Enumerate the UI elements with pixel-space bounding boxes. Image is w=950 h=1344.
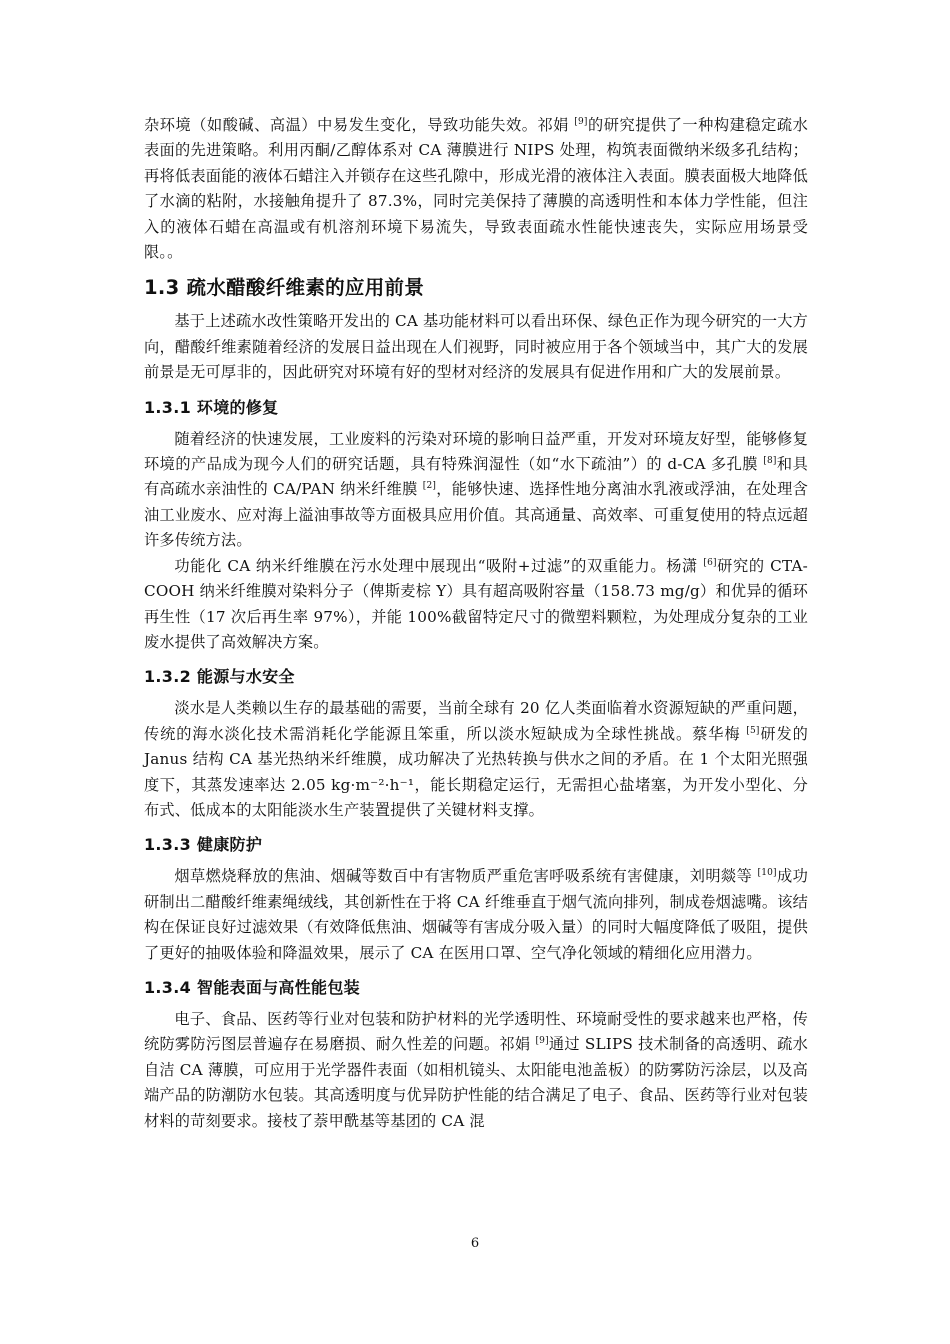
subsection-heading-1-3-3: 1.3.3 健康防护 (144, 835, 263, 855)
citation-ref[interactable]: [8] (763, 456, 777, 466)
paragraph-continued: 杂环境（如酸碱、高温）中易发生变化，导致功能失效。祁娟 [9]的研究提供了一种构建稳定疏水表面的先进策略。利用丙酮/乙醇体系对 CA 薄膜进行 NIPS 处理，构筑表面微纳米级多孔结构；再将低表面能的液体石蜡注入并锁存在这些孔隙中，形成光滑的液体注入表面。膜表面极大地降低了水滴的粘附，水接触角提升了 87.3%，同时完美保持了薄膜的高透明性和本体力学性能，但注入的液体石蜡在高温或有机溶剂环境下易流失，导致表面疏水性能快速丧失，实际应用场景受限。。 (144, 116, 808, 262)
paragraph-smart-packaging: 电子、食品、医药等行业对包装和防护材料的光学透明性、环境耐受性的要求越来也严格，传统防雾防污图层普遍存在易磨损、耐久性差的问题。祁娟 [9]通过 SLIPS 技术制备的高透明、疏水自洁 CA 薄膜，可应用于光学器件表面（如相机镜头、太阳能电池盖板）的防雾防污涂层，以及高端产品的防潮防水包装。其高透明度与优异防护性能的结合满足了电子、食品、医药等行业对包装材料的苛刻要求。接枝了萘甲酰基等基团的 CA 混 (144, 1009, 808, 1130)
section-intro-paragraph: 基于上述疏水改性策略开发出的 CA 基功能材料可以看出环保、绿色正作为现今研究的一大方向，醋酸纤维素随着经济的发展日益出现在人们视野，同时被应用于各个领域当中，其广大的发展前景是无可厚非的，因此研究对环境有好的型材对经济的发展具有促进作用和广大的发展前景。 (144, 312, 808, 382)
subsection-heading-1-3-1: 1.3.1 环境的修复 (144, 397, 279, 417)
citation-ref[interactable]: [9] (574, 116, 588, 127)
citation-ref[interactable]: [9] (535, 1036, 549, 1047)
subsection-heading-1-3-4: 1.3.4 智能表面与高性能包装 (144, 977, 360, 997)
page-number: 6 (470, 1236, 480, 1251)
section-heading-1-3: 1.3 疏水醋酸纤维素的应用前景 (144, 276, 425, 300)
subsection-heading-1-3-2: 1.3.2 能源与水安全 (144, 667, 295, 687)
citation-ref[interactable]: [2] (422, 481, 437, 492)
document-page (144, 113, 808, 1134)
citation-ref[interactable]: [5] (746, 725, 760, 736)
citation-ref[interactable]: [10] (757, 868, 777, 879)
paragraph-wastewater: 功能化 CA 纳米纤维膜在污水处理中展现出“吸附+过滤”的双重能力。杨潇 [6]研究的 CTA-COOH 纳米纤维膜对染料分子（俾斯麦棕 Y）具有超高吸附容量（158.73 mg/g）和优异的循环再生性（17 次后再生率 97%），并能 100%截留特定尺寸的微塑料颗粒，为处理成分复杂的工业废水提供了高效解决方案。 (144, 556, 808, 651)
paragraph-environment-repair: 随着经济的快速发展，工业废料的污染对环境的影响日益严重，开发对环境友好型，能够修复环境的产品成为现今人们的研究话题，具有特殊润湿性（如“水下疏油”）的 d-CA 多孔膜 [8]和具有高疏水亲油性的 CA/PAN 纳米纤维膜 [2]，能够快速、选择性地分离油水乳液或浮油，在处理含油工业废水、应对海上溢油事故等方面极具应用价值。其高通量、高效率、可重复使用的特点远超许多传统方法。 (144, 429, 808, 550)
paragraph-health-protection: 烟草燃烧释放的焦油、烟碱等数百中有害物质严重危害呼吸系统有害健康，刘明燚等 [10]成功研制出二醋酸纤维素绳绒线，其创新性在于将 CA 纤维垂直于烟气流向排列，制成卷烟滤嘴。该结构在保证良好过滤效果（有效降低焦油、烟碱等有害成分吸入量）的同时大幅度降低了吸阻，提供了更好的抽吸体验和降温效果，展示了 CA 在医用口罩、空气净化领域的精细化应用潜力。 (144, 867, 808, 962)
citation-ref[interactable]: [6] (703, 557, 717, 568)
paragraph-energy-water: 淡水是人类赖以生存的最基础的需要，当前全球有 20 亿人类面临着水资源短缺的严重问题，传统的海水淡化技术需消耗化学能源且笨重，所以淡水短缺成为全球性挑战。蔡华梅 [5]研发的 Janus 结构 CA 基光热纳米纤维膜，成功解决了光热转换与供水之间的矛盾。在 1 个太阳光照强度下，其蒸发速率达 2.05 kg·m⁻²·h⁻¹，能长期稳定运行，无需担心盐堵塞，为开发小型化、分布式、低成本的太阳能淡水生产装置提供了关键材料支撑。 (144, 699, 808, 819)
